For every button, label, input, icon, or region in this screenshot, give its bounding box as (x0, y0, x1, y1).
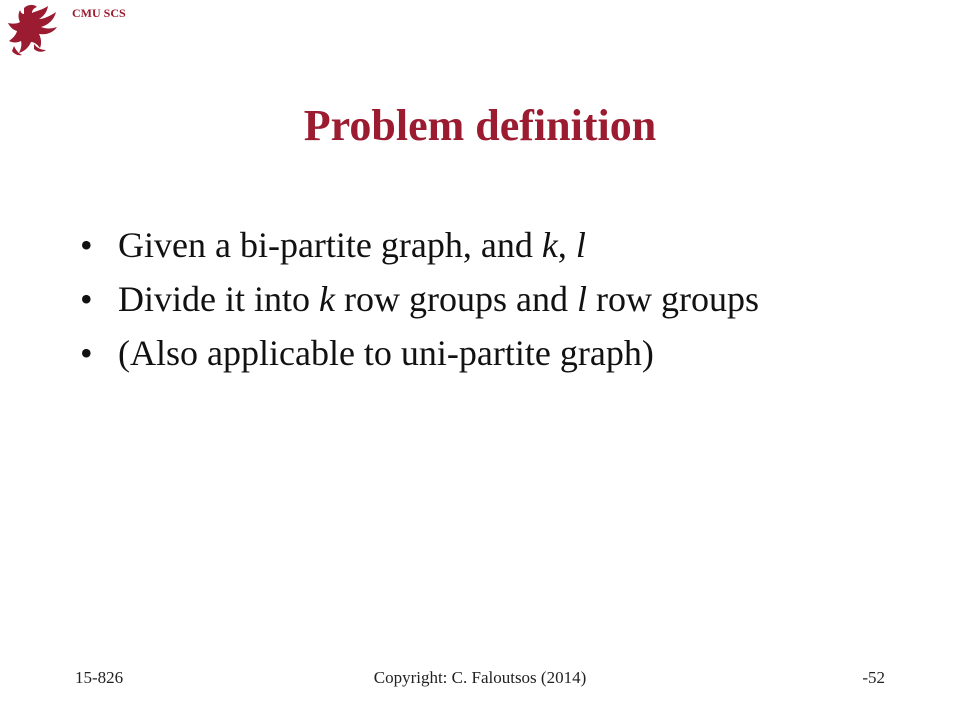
bullet-text: , (557, 225, 576, 265)
variable-l: l (576, 279, 587, 319)
org-label: CMU SCS (72, 6, 126, 20)
footer-copyright: Copyright: C. Faloutsos (2014) (373, 668, 587, 687)
bullet-text: Divide it into (118, 279, 319, 319)
bullet-symbol: • (80, 225, 93, 265)
bullet-text: row groups (586, 279, 759, 319)
bullet-list (80, 218, 759, 380)
footer-course: 15-826 (75, 668, 124, 687)
griffin-icon (4, 2, 62, 58)
bullet-text: (Also applicable to uni-partite graph) (118, 333, 654, 373)
bullet-item (80, 218, 759, 272)
slide-title: Problem definition (303, 101, 657, 150)
footer-page-number: -52 (862, 668, 885, 687)
variable-l: l (575, 225, 586, 265)
bullet-symbol: • (80, 333, 93, 373)
bullet-text: Given a bi-partite graph, and (118, 225, 542, 265)
bullet-item (80, 326, 759, 380)
bullet-symbol: • (80, 279, 93, 319)
variable-k: k (541, 225, 558, 265)
bullet-text: row groups and (334, 279, 577, 319)
variable-k: k (319, 279, 335, 319)
bullet-item (80, 272, 759, 326)
